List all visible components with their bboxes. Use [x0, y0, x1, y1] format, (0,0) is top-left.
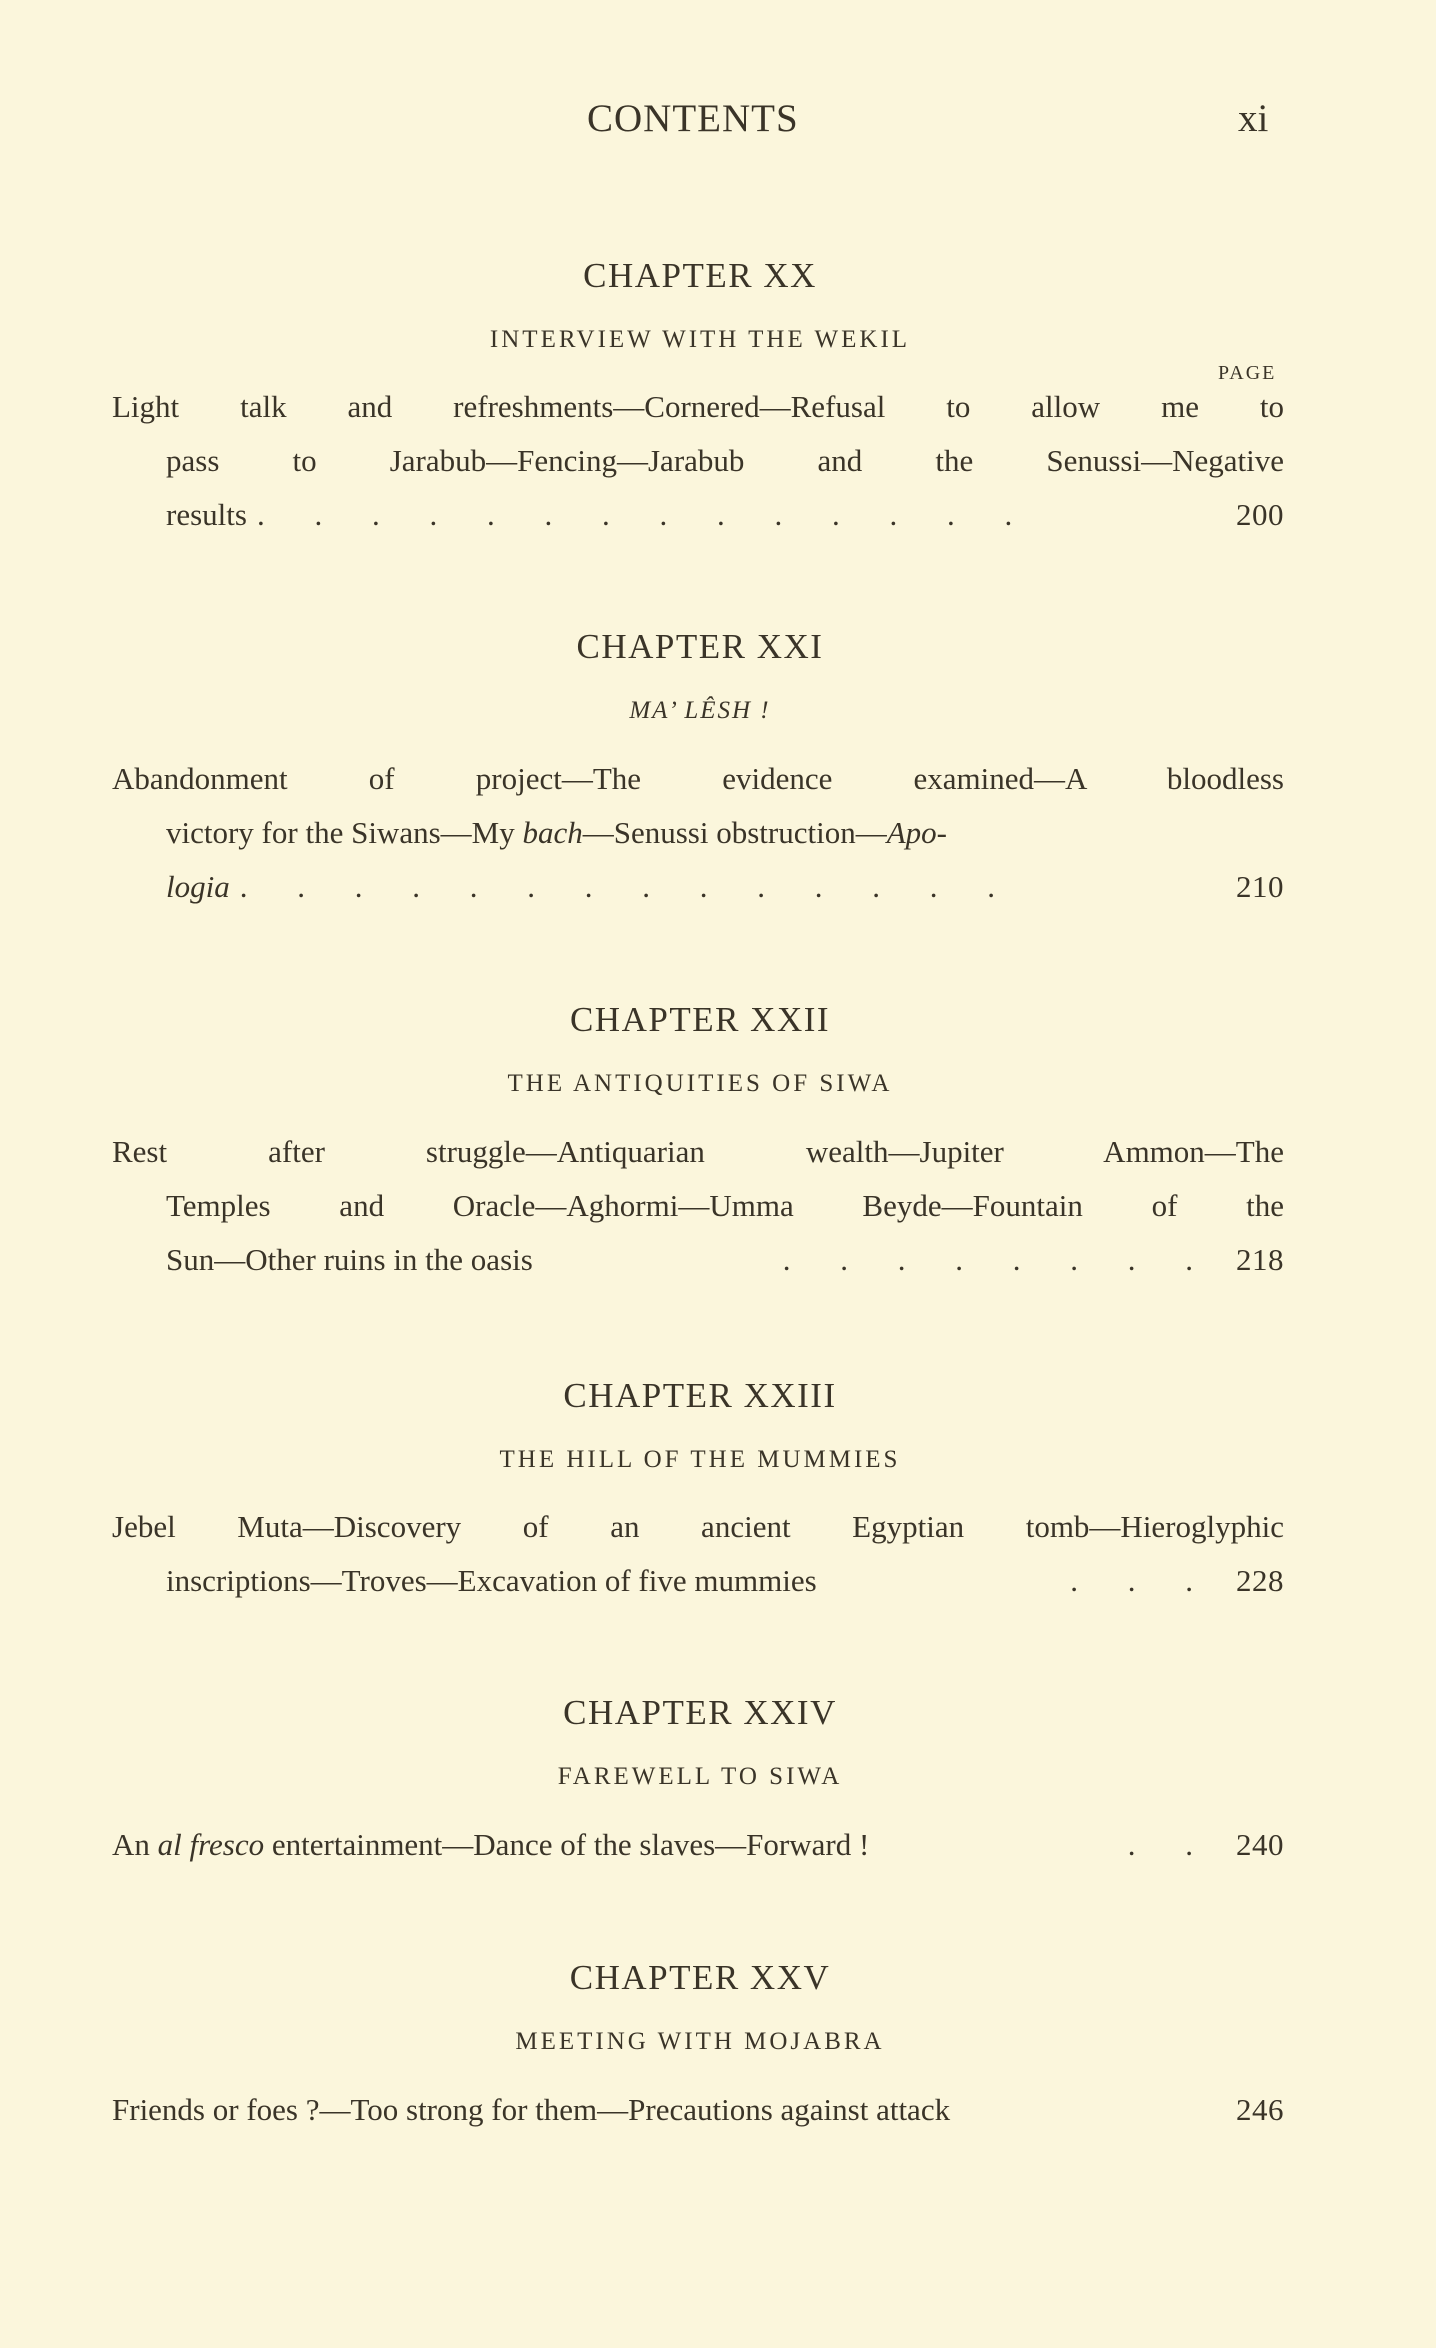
summary-text-italic: bach: [522, 815, 583, 850]
summary-text: An: [112, 1827, 158, 1862]
summary-line: Abandonment of project—The evidence examined—A bloodless: [112, 761, 1284, 796]
chapter-heading: CHAPTER XXI: [576, 627, 824, 666]
page-number: 210: [1236, 869, 1284, 904]
chapter-heading: CHAPTER XXII: [569, 1000, 831, 1039]
summary-line: Sun—Other ruins in the oasis: [166, 1242, 533, 1277]
page-number: 228: [1236, 1563, 1284, 1598]
summary-line: Friends or foes ?—Too strong for them—Precautions against attack: [112, 2092, 951, 2127]
page-number: 200: [1236, 497, 1284, 532]
leader-dots: . . . . . . . . . . . . . .: [256, 497, 1034, 532]
summary-text: entertainment—Dance of the slaves—Forward !: [264, 1827, 870, 1862]
running-head-title: CONTENTS: [587, 97, 799, 140]
chapter-heading: CHAPTER XXIII: [563, 1376, 837, 1415]
chapter-xxi-summary: [112, 752, 1284, 914]
summary-line: inscriptions—Troves—Excavation of five mummies: [166, 1563, 817, 1598]
summary-text: —Senussi obstruction—: [582, 815, 887, 850]
chapter-xxii-summary: [112, 1125, 1284, 1287]
chapter-xx-summary: [112, 380, 1284, 542]
leader-dots: . . . . . . . . . . . . . .: [239, 869, 1016, 904]
chapter-xxiv-summary: [112, 1818, 1284, 1872]
summary-line: Jebel Muta—Discovery of an ancient Egyptian tomb—Hieroglyphic: [112, 1509, 1284, 1544]
chapter-xxiii-summary: [112, 1500, 1284, 1608]
page-column-label: PAGE: [1218, 362, 1277, 384]
chapter-subtitle: THE HILL OF THE MUMMIES: [499, 1446, 901, 1473]
chapter-heading: CHAPTER XXIV: [563, 1693, 837, 1732]
leader-dots: . .: [1127, 1827, 1214, 1862]
summary-line: Temples and Oracle—Aghormi—Umma Beyde—Fountain of the: [166, 1188, 1284, 1223]
summary-line: Rest after struggle—Antiquarian wealth—Jupiter Ammon—The: [112, 1134, 1284, 1169]
running-head-page-number: xi: [1238, 97, 1269, 140]
summary-last-line: [112, 2083, 1284, 2137]
summary-line: Light talk and refreshments—Cornered—Refusal to allow me to: [112, 389, 1284, 424]
summary-last-line: [112, 1818, 1284, 1872]
leader-dots: . . .: [1070, 1563, 1214, 1598]
summary-line: [112, 806, 1284, 860]
chapter-subtitle: INTERVIEW WITH THE WEKIL: [489, 326, 911, 353]
leader-dots: . . . . . . . .: [782, 1242, 1214, 1277]
summary-last-line: [112, 860, 1284, 914]
running-head: [0, 96, 1436, 156]
chapter-heading: CHAPTER XX: [583, 256, 817, 295]
summary-text-italic: Apo-: [886, 815, 947, 850]
summary-line: pass to Jarabub—Fencing—Jarabub and the Senussi—Negative: [166, 443, 1284, 478]
page-number: 218: [1236, 1242, 1284, 1277]
summary-last-line: [112, 488, 1284, 542]
summary-line: [112, 1818, 869, 1872]
summary-line: results: [166, 497, 247, 532]
summary-text-italic: logia: [166, 869, 230, 904]
summary-text: victory for the Siwans—My: [166, 815, 523, 850]
chapter-subtitle: MA’ LÊSH !: [629, 697, 771, 724]
page-number: 246: [1236, 2092, 1284, 2127]
summary-last-line: [112, 1233, 1284, 1287]
chapter-subtitle: MEETING WITH MOJABRA: [515, 2028, 885, 2055]
chapter-subtitle: FAREWELL TO SIWA: [557, 1763, 843, 1790]
chapter-heading: CHAPTER XXV: [569, 1958, 831, 1997]
summary-text-italic: al fresco: [157, 1827, 265, 1862]
summary-last-line: [112, 1554, 1284, 1608]
chapter-xxv-summary: [112, 2083, 1284, 2137]
chapter-subtitle: THE ANTIQUITIES OF SIWA: [507, 1070, 893, 1097]
page-number: 240: [1236, 1827, 1284, 1862]
